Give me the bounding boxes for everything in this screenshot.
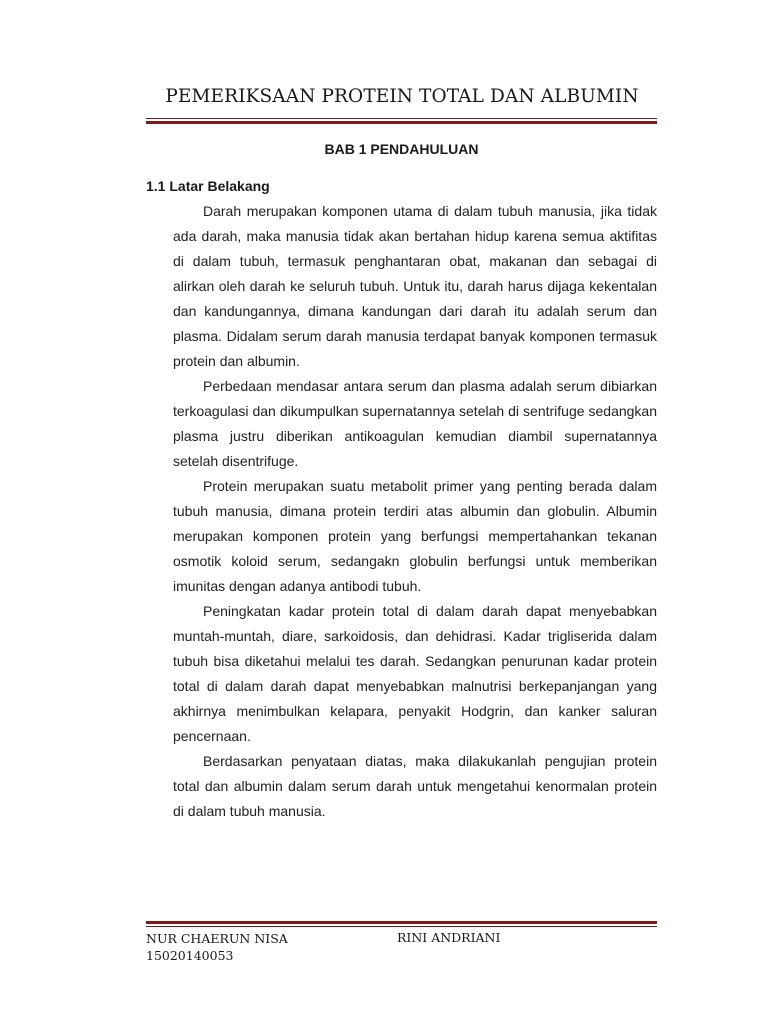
paragraph: Perbedaan mendasar antara serum dan plasma adalah serum dibiarkan terkoagulasi dan dikumpulkan supernatannya setelah di sentrifuge sedangkan plasma justru diberikan antikoagulan kemudian diambil supernatannya setelah disentrifuge. (173, 378, 657, 469)
paragraph: Protein merupakan suatu metabolit primer yang penting berada dalam tubuh manusia, dimana protein terdiri atas albumin dan globulin. Albumin merupakan komponen protein yang berfungsi mempertahankan tekanan osmotik koloid serum, sedangakn globulin berfungsi untuk memberikan imunitas dengan adanya antibodi tubuh. (173, 478, 657, 594)
header-rule-thin (146, 118, 657, 119)
footer-author (146, 930, 288, 964)
chapter-heading: BAB 1 PENDAHULUAN (324, 141, 479, 157)
author-name: NUR CHAERUN NISA (146, 931, 288, 946)
section-heading: 1.1 Latar Belakang (146, 178, 270, 194)
paragraph: Darah merupakan komponen utama di dalam tubuh manusia, jika tidak ada darah, maka manusia tidak akan bertahan hidup karena semua aktifitas di dalam tubuh, termasuk penghantaran obat, makanan dan sebagai di alirkan oleh darah ke seluruh tubuh. Untuk itu, darah harus dijaga kekentalan dan kandungannya, dimana kandungan dari darah itu adalah serum dan plasma. Didalam serum darah manusia terdapat banyak komponen termasuk protein dan albumin. (173, 203, 657, 369)
author-id: 15020140053 (146, 948, 234, 963)
paragraph: Peningkatan kadar protein total di dalam darah dapat menyebabkan muntah-muntah, diare, sarkoidosis, dan dehidrasi. Kadar trigliserida dalam tubuh bisa diketahui melalui tes darah. Sedangkan penurunan kadar protein total di dalam darah dapat menyebabkan malnutrisi berkepanjangan yang akhirnya menimbulkan kelapara, penyakit Hodgrin, dan kanker saluran pencernaan. (173, 603, 657, 744)
body-text (173, 199, 657, 824)
footer-rule-thick (146, 921, 657, 924)
header-rule-thick (146, 121, 657, 124)
footer-rule-thin (146, 926, 657, 927)
footer-partner: RINI ANDRIANI (397, 930, 501, 945)
document-title: PEMERIKSAAN PROTEIN TOTAL DAN ALBUMIN (165, 86, 639, 107)
paragraph: Berdasarkan penyataan diatas, maka dilakukanlah pengujian protein total dan albumin dalam serum darah untuk mengetahui kenormalan protein di dalam tubuh manusia. (173, 753, 657, 819)
